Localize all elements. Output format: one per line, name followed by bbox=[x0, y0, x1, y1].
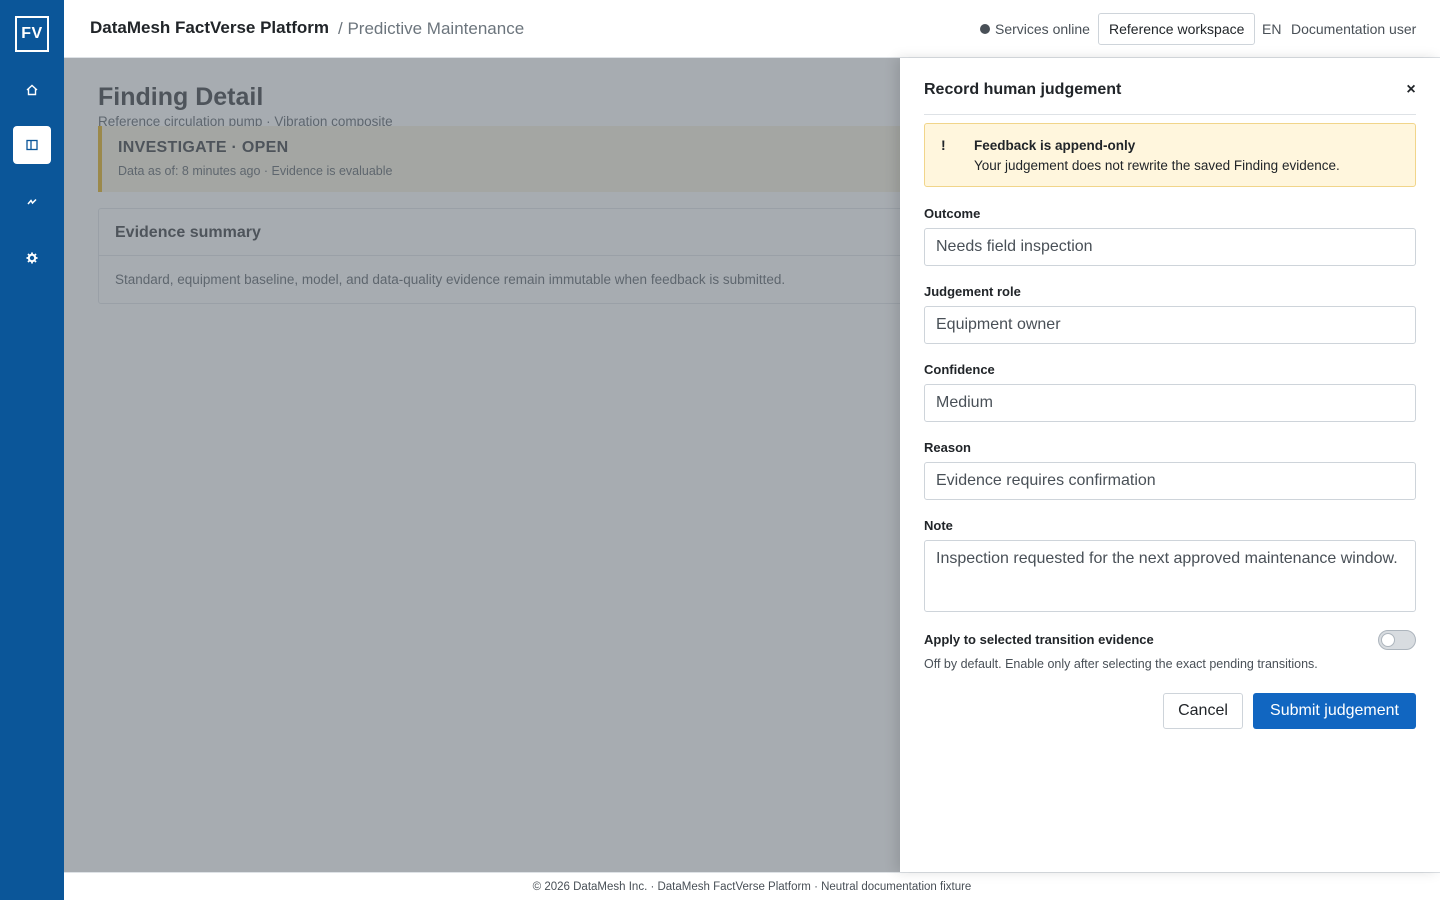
drawer-title: Record human judgement bbox=[924, 81, 1122, 98]
transition-toggle-help: Off by default. Enable only after selecting the exact pending transitions. bbox=[924, 657, 1318, 671]
append-only-alert bbox=[924, 123, 1416, 187]
transition-toggle[interactable] bbox=[1378, 630, 1416, 650]
app-logo[interactable]: FV bbox=[15, 16, 49, 52]
judgement-role-field[interactable] bbox=[924, 306, 1416, 344]
footer bbox=[64, 872, 1440, 900]
cancel-button[interactable]: Cancel bbox=[1163, 693, 1243, 729]
pulse-icon bbox=[25, 195, 39, 209]
toggle-knob bbox=[1381, 633, 1395, 647]
modal-backdrop[interactable] bbox=[64, 58, 900, 872]
submit-judgement-button[interactable]: Submit judgement bbox=[1253, 693, 1416, 729]
sidebar-item-home[interactable] bbox=[13, 71, 51, 109]
footer-text: © 2026 DataMesh Inc. · DataMesh FactVerse Platform · Neutral documentation fixture bbox=[532, 880, 972, 893]
judgement-drawer bbox=[900, 58, 1440, 872]
workspace-button[interactable]: Reference workspace bbox=[1098, 13, 1255, 45]
confidence-field[interactable] bbox=[924, 384, 1416, 422]
brand-name[interactable]: DataMesh FactVerse Platform bbox=[90, 18, 330, 37]
note-label: Note bbox=[924, 518, 953, 533]
judgement-role-value: Equipment owner bbox=[936, 316, 1061, 333]
drawer-divider bbox=[924, 114, 1416, 115]
note-textarea[interactable]: Inspection requested for the next approved maintenance window. bbox=[924, 540, 1416, 612]
service-status-text: Services online bbox=[995, 21, 1090, 37]
outcome-field[interactable] bbox=[924, 228, 1416, 266]
breadcrumb: / Predictive Maintenance bbox=[338, 19, 525, 38]
language-switcher[interactable]: EN bbox=[1262, 21, 1282, 37]
close-icon[interactable]: × bbox=[1406, 81, 1416, 98]
status-dot-icon bbox=[980, 24, 990, 34]
sidebar bbox=[0, 0, 64, 900]
judgement-role-label: Judgement role bbox=[924, 284, 1021, 299]
service-status bbox=[980, 21, 1090, 37]
transition-toggle-label: Apply to selected transition evidence bbox=[924, 632, 1154, 647]
top-header bbox=[64, 0, 1440, 58]
outcome-label: Outcome bbox=[924, 206, 981, 221]
reason-field[interactable] bbox=[924, 462, 1416, 500]
confidence-label: Confidence bbox=[924, 362, 995, 377]
alert-title: Feedback is append-only bbox=[974, 138, 1136, 153]
home-icon bbox=[25, 83, 39, 97]
outcome-value: Needs field inspection bbox=[936, 238, 1093, 255]
alert-text: Your judgement does not rewrite the saved Finding evidence. bbox=[974, 158, 1340, 173]
confidence-value: Medium bbox=[936, 394, 993, 411]
reason-label: Reason bbox=[924, 440, 971, 455]
reason-value: Evidence requires confirmation bbox=[936, 472, 1156, 489]
sidebar-item-settings[interactable] bbox=[13, 239, 51, 277]
layout-icon bbox=[25, 138, 39, 152]
sidebar-item-signals[interactable] bbox=[13, 183, 51, 221]
warning-icon: ! bbox=[941, 137, 946, 153]
sidebar-item-findings[interactable] bbox=[13, 126, 51, 164]
gear-icon bbox=[25, 251, 39, 265]
user-menu[interactable]: Documentation user bbox=[1291, 21, 1417, 37]
